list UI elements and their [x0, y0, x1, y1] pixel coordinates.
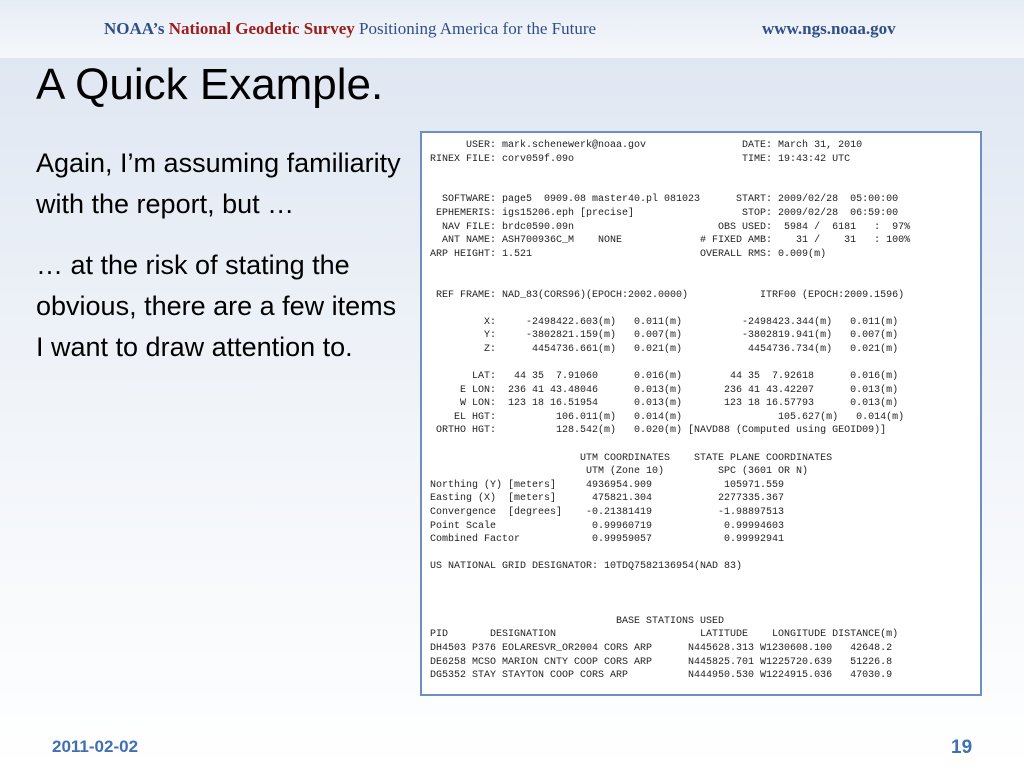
- report-line: E LON: 236 41 43.48046 0.013(m) 236 41 43.42207 0.013(m): [430, 384, 899, 396]
- report-line: UTM (Zone 10) SPC (3601 OR N): [430, 466, 809, 478]
- report-line: DG5352 STAY STAYTON COOP CORS ARP N444950.530 W1224915.036 47030.9: [430, 670, 893, 682]
- report-line: X: -2498422.603(m) 0.011(m) -2498423.344(m) 0.011(m): [430, 316, 899, 328]
- slide-title: A Quick Example.: [36, 60, 384, 109]
- body-paragraph-2: … at the risk of stating the obvious, there are a few items I want to draw attention to.: [36, 250, 397, 362]
- report-line: Point Scale 0.99960719 0.99994603: [430, 520, 785, 532]
- report-line: REF FRAME: NAD_83(CORS96)(EPOCH:2002.0000) ITRF00 (EPOCH:2009.1596): [430, 289, 905, 301]
- report-line: ORTHO HGT: 128.542(m) 0.020(m) [NAVD88 (Computed using GEOID09)]: [430, 425, 887, 437]
- report-line: NAV FILE: brdc0590.09n OBS USED: 5984 / 6181 : 97%: [430, 221, 911, 233]
- report-line: ARP HEIGHT: 1.521 OVERALL RMS: 0.009(m): [430, 248, 827, 260]
- report-line: SOFTWARE: page5 0909.08 master40.pl 081023 START: 2009/02/28 05:00:00: [430, 194, 899, 206]
- header-banner: [0, 0, 1024, 58]
- report-line: Y: -3802821.159(m) 0.007(m) -3802819.941(m) 0.007(m): [430, 330, 899, 342]
- opus-report-panel: [420, 131, 982, 696]
- report-line: DH4503 P376 EOLARESVR_OR2004 CORS ARP N445628.313 W1230608.100 42648.2: [430, 642, 893, 654]
- org-tagline: Positioning America for the Future: [359, 19, 597, 38]
- report-line: ANT NAME: ASH700936C_M NONE # FIXED AMB: 31 / 31 : 100%: [430, 235, 911, 247]
- opus-report-text: [422, 133, 980, 683]
- report-line: PID DESIGNATION LATITUDE LONGITUDE DISTANCE(m): [430, 629, 899, 641]
- org-url: www.ngs.noaa.gov: [762, 19, 896, 38]
- report-line: Northing (Y) [meters] 4936954.909 105971.559: [430, 479, 785, 491]
- footer-date: 2011-02-02: [52, 737, 139, 756]
- report-line: US NATIONAL GRID DESIGNATOR: 10TDQ7582136954(NAD 83): [430, 561, 743, 573]
- org-name: National Geodetic Survey: [168, 19, 355, 38]
- report-line: DE6258 MCSO MARION CNTY COOP CORS ARP N445825.701 W1225720.639 51226.8: [430, 656, 893, 668]
- page-number: 19: [951, 737, 973, 758]
- report-line: Convergence [degrees] -0.21381419 -1.98897513: [430, 507, 785, 519]
- report-line: EPHEMERIS: igs15206.eph [precise] STOP: 2009/02/28 06:59:00: [430, 207, 899, 219]
- org-title: [104, 19, 596, 39]
- body-paragraph-1: Again, I’m assuming familiarity with the report, but …: [36, 148, 401, 219]
- report-line: RINEX FILE: corv059f.09o TIME: 19:43:42 UTC: [430, 153, 851, 165]
- report-line: Easting (X) [meters] 475821.304 2277335.367: [430, 493, 785, 505]
- slide-body: [36, 143, 411, 388]
- report-line: Combined Factor 0.99959057 0.99992941: [430, 534, 785, 546]
- report-line: UTM COORDINATES STATE PLANE COORDINATES: [430, 452, 833, 464]
- report-line: W LON: 123 18 16.51954 0.013(m) 123 18 16.57793 0.013(m): [430, 398, 899, 410]
- report-line: Z: 4454736.661(m) 0.021(m) 4454736.734(m) 0.021(m): [430, 343, 899, 355]
- org-prefix: NOAA’s: [104, 19, 165, 38]
- report-line: EL HGT: 106.011(m) 0.014(m) 105.627(m) 0.014(m): [430, 411, 905, 423]
- report-line: BASE STATIONS USED: [430, 615, 725, 627]
- report-line: USER: mark.schenewerk@noaa.gov DATE: March 31, 2010: [430, 140, 863, 151]
- report-line: LAT: 44 35 7.91060 0.016(m) 44 35 7.92618 0.016(m): [430, 371, 899, 383]
